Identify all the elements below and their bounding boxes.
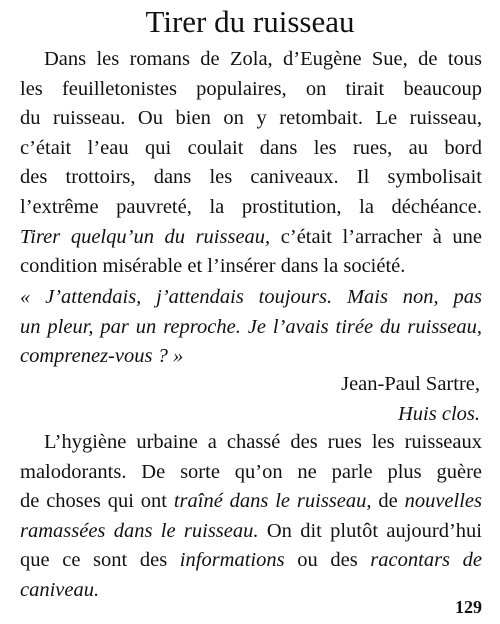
text-fragment: que ce sont des	[20, 549, 168, 572]
page-number: 129	[455, 597, 482, 617]
text-line	[20, 487, 482, 517]
paragraph-1	[20, 45, 482, 282]
text-line	[20, 576, 482, 606]
italic-phrase: racontars de	[370, 549, 482, 572]
text-fragment: ou des	[297, 549, 358, 572]
sartre-quote	[20, 283, 482, 372]
text-line: l’extrême pauvreté, la prostitution, la déchéance.	[20, 195, 482, 218]
page-title: Tirer du ruisseau	[145, 4, 355, 39]
text-line: les feuilletonistes populaires, on tirait beaucoup	[20, 77, 482, 100]
italic-phrase: nouvelles	[404, 490, 482, 513]
text-line: malodorants. De sorte qu’on ne parle plus guère	[20, 460, 482, 483]
text-fragment: c’était l’arracher à une	[280, 225, 483, 248]
text-line	[20, 546, 482, 576]
paragraph-2	[20, 428, 482, 606]
text-line: des trottoirs, dans les caniveaux. Il symbolisait	[20, 166, 482, 189]
work-title: Huis clos.	[398, 402, 480, 425]
italic-phrase: caniveau.	[20, 578, 100, 601]
italic-phrase: ramassées dans le ruisseau.	[20, 519, 259, 542]
quote-line: « J’attendais, j’attendais toujours. Mais non, pas	[20, 286, 482, 308]
text-line: Dans les romans de Zola, d’Eugène Sue, de tous	[44, 48, 482, 70]
text-fragment: de choses qui ont	[20, 490, 167, 513]
quote-line: un pleur, par un reproche. Je l’avais tirée du ruisseau,	[20, 315, 482, 338]
text-line: L’hygiène urbaine a chassé des rues les ruisseaux	[44, 431, 482, 453]
quote-line: comprenez-vous ? »	[20, 345, 184, 368]
italic-phrase: informations	[179, 549, 285, 572]
attribution	[341, 370, 480, 429]
text-line	[20, 223, 482, 253]
text-line: condition misérable et l’insérer dans la société.	[20, 255, 406, 278]
italic-phrase: traîné dans le ruisseau,	[173, 490, 372, 513]
author-name: Jean-Paul Sartre,	[341, 373, 480, 395]
text-line	[20, 517, 482, 547]
text-fragment: de	[378, 490, 398, 513]
text-line: c’était l’eau qui coulait dans les rues, au bord	[20, 136, 482, 159]
text-line: du ruisseau. Ou bien on y retombait. Le ruisseau,	[20, 107, 482, 130]
text-fragment: On dit plutôt aujourd’hui	[266, 519, 482, 542]
italic-phrase: Tirer quelqu’un du ruisseau,	[20, 225, 271, 248]
